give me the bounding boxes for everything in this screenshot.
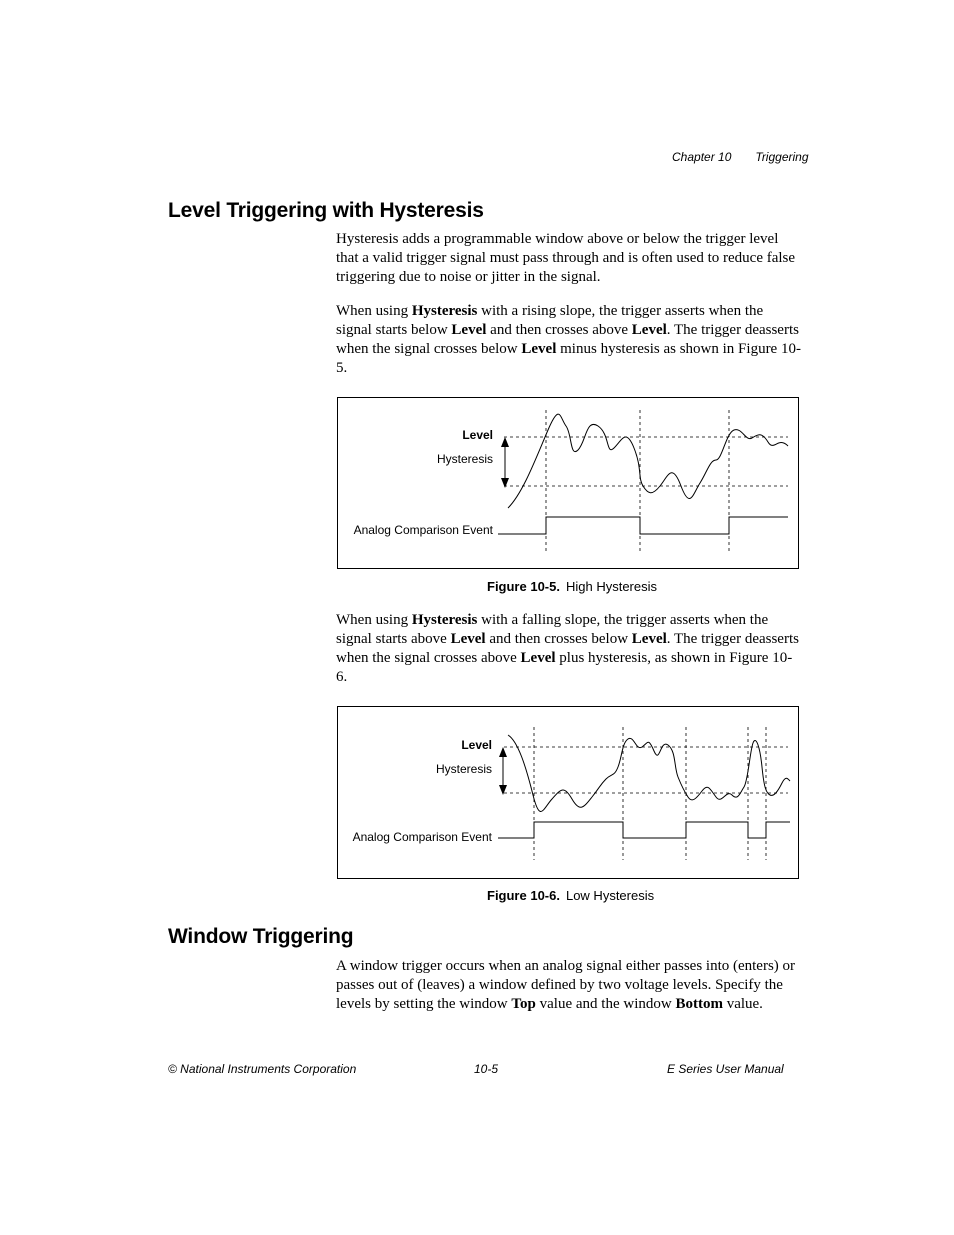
footer-copyright: © National Instruments Corporation <box>168 1062 357 1076</box>
signal-waveform <box>508 414 788 508</box>
footer-manual-title: E Series User Manual <box>667 1062 784 1076</box>
caption-text: High Hysteresis <box>565 579 657 594</box>
chapter-label: Chapter 10 <box>672 150 732 164</box>
section-heading-level-triggering: Level Triggering with Hysteresis <box>168 199 484 222</box>
text-run: value. <box>722 996 763 1012</box>
caption-text: Low Hysteresis <box>565 888 655 903</box>
event-waveform <box>498 822 790 838</box>
bold-term: Top <box>511 996 536 1012</box>
figure-caption <box>487 888 654 903</box>
bold-term: Level <box>521 341 557 357</box>
figure-high-hysteresis <box>337 397 799 569</box>
event-label: Analog Comparison Event <box>353 523 493 537</box>
caption-label: Figure 10-6. <box>487 888 560 903</box>
figure-low-hysteresis-diagram <box>338 707 798 878</box>
text-run: and then crosses below <box>485 631 632 647</box>
bold-term: Level <box>451 322 487 338</box>
text-run: A window trigger occurs when an analog signal either passes into (enters) or passes out of (leaves) a window defined by two voltage levels. Specify the levels by setting the window <box>336 958 796 1012</box>
bold-term: Level <box>450 631 486 647</box>
text-run: minus hysteresis as shown in Figure 10-5. <box>336 341 801 376</box>
level-label: Level <box>462 428 493 442</box>
text-run: plus hysteresis, as shown in Figure 10-6. <box>336 650 793 685</box>
bold-term: Level <box>631 631 667 647</box>
paragraph-hysteresis-intro: Hysteresis adds a programmable window above or below the trigger level that a valid trigger signal must pass through and is often used to reduce false triggering due to noise or jitter in the signal. <box>336 231 796 285</box>
bold-term: Level <box>520 650 556 666</box>
arrow-up-icon <box>499 747 507 757</box>
event-waveform <box>498 517 788 534</box>
bold-term: Level <box>631 322 667 338</box>
section-heading-window-triggering: Window Triggering <box>168 925 354 948</box>
paragraph-window-trigger <box>336 957 802 1014</box>
paragraph-rising-slope <box>336 302 802 378</box>
arrow-up-icon <box>501 437 509 447</box>
text-run: with a falling slope, the trigger asserts when the signal starts above <box>336 612 769 647</box>
running-header <box>672 150 809 164</box>
text-run: When using <box>336 612 412 628</box>
text-run: and then crosses above <box>486 322 632 338</box>
text-run: with a rising slope, the trigger asserts when the signal starts below <box>336 303 764 338</box>
text-run: value and the window <box>535 996 676 1012</box>
paragraph-falling-slope <box>336 611 802 687</box>
section-label: Triggering <box>755 150 809 164</box>
bold-term: Hysteresis <box>411 303 478 319</box>
hysteresis-label: Hysteresis <box>435 762 492 776</box>
text-run: When using <box>336 303 412 319</box>
level-label: Level <box>461 738 492 752</box>
bold-term: Bottom <box>675 996 723 1012</box>
caption-label: Figure 10-5. <box>487 579 560 594</box>
footer-page-number: 10-5 <box>474 1062 499 1076</box>
text-run: . The trigger deasserts when the signal crosses below <box>336 322 799 357</box>
figure-caption <box>487 579 657 594</box>
event-label: Analog Comparison Event <box>352 830 492 844</box>
figure-high-hysteresis-diagram <box>338 398 798 568</box>
text-run: . The trigger deasserts when the signal crosses above <box>336 631 799 666</box>
figure-low-hysteresis <box>337 706 799 879</box>
arrow-down-icon <box>501 478 509 488</box>
hysteresis-label: Hysteresis <box>436 452 493 466</box>
arrow-down-icon <box>499 785 507 795</box>
bold-term: Hysteresis <box>411 612 478 628</box>
